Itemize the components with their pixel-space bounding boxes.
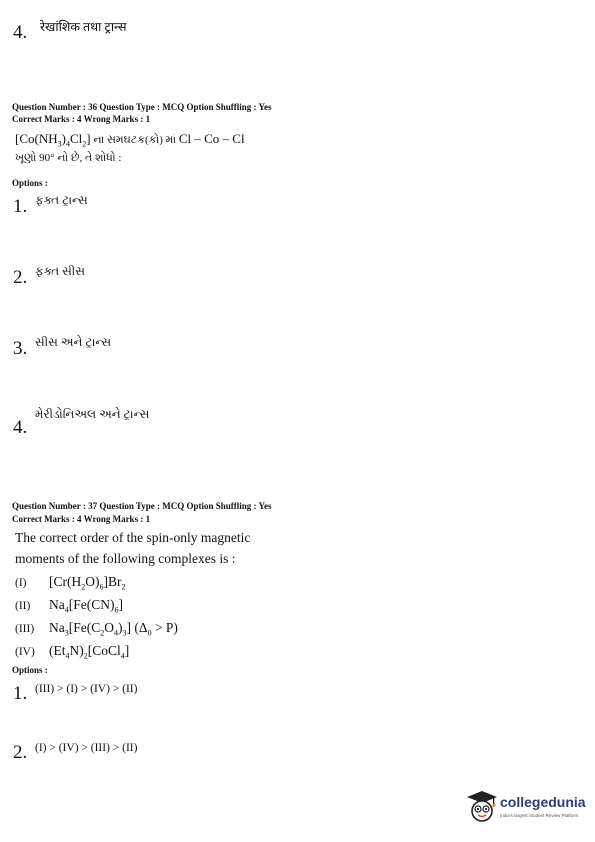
- q37-options-label: Options :: [12, 665, 48, 675]
- q37-complex-iv: [15, 640, 129, 667]
- q36-formula-part: [Co(NH: [15, 131, 58, 146]
- q37-formula-part: ]: [124, 643, 130, 658]
- q37-formula-part: Na: [49, 620, 65, 635]
- q36-option-3-text[interactable]: સીસ અને ટ્રાન્સ: [35, 335, 112, 349]
- logo-name: collegedunia: [500, 794, 586, 810]
- prev-option-4-text: रेखांशिक तथा ट्रान्स: [40, 20, 127, 34]
- q36-option-4-text[interactable]: મેરીડોનિઅલ અને ટ્રાન્સ: [35, 407, 150, 421]
- q37-subscript: 4: [64, 605, 69, 615]
- q36-option-1-number: 1.: [13, 196, 28, 217]
- q37-formula-part: Na: [49, 597, 65, 612]
- q36-options-label: Options :: [12, 178, 48, 188]
- q37-option-1-number: 1.: [13, 683, 28, 704]
- q36-gujarati-text: ના સમઘટક(કો) માં: [90, 134, 179, 146]
- q37-subscript: 2: [83, 651, 88, 661]
- q37-question-line-1: The correct order of the spin-only magnetic: [15, 530, 251, 545]
- q37-meta-line-2: Correct Marks : 4 Wrong Marks : 1: [12, 514, 151, 524]
- q36-meta-line-2: Correct Marks : 4 Wrong Marks : 1: [12, 114, 151, 124]
- q37-formula-part: ] (Δ: [126, 620, 148, 635]
- q36-subscript: 3: [57, 139, 62, 149]
- q36-bond-angle: Cl – Co – Cl: [178, 131, 245, 146]
- q37-complex-label: (IV): [15, 646, 35, 658]
- prev-option-4-number: 4.: [13, 22, 28, 43]
- graduate-mascot-icon: [466, 790, 498, 824]
- q36-formula-part: ]: [86, 131, 91, 146]
- q37-formula-part: [Cr(H: [49, 574, 82, 589]
- q37-subscript: 0: [147, 628, 152, 638]
- q37-formula-part: O): [85, 574, 100, 589]
- q37-subscript: 4: [114, 628, 118, 638]
- q37-formula-part: [Fe(CN): [68, 597, 115, 612]
- q36-question-line-2: ખૂણો 90° નો છે, તે શોધો :: [15, 152, 122, 164]
- q36-option-2-number: 2.: [13, 267, 28, 288]
- q37-formula-part: ]Br: [103, 574, 122, 589]
- q37-subscript: 4: [120, 651, 125, 661]
- q36-subscript: 2: [82, 139, 87, 149]
- logo-tagline: India's largest Student Review Platform: [500, 813, 579, 818]
- q37-meta-line-1: Question Number : 37 Question Type : MCQ Option Shuffling : Yes: [12, 501, 272, 511]
- q36-formula-part: ): [61, 131, 66, 146]
- q36-meta-line-1: Question Number : 36 Question Type : MCQ Option Shuffling : Yes: [12, 102, 272, 112]
- q36-option-3-number: 3.: [13, 338, 28, 359]
- q37-formula-part: (Et: [49, 643, 66, 658]
- q37-formula-part: > P): [151, 620, 178, 635]
- q37-formula-part: ): [118, 620, 123, 635]
- q37-option-1-text[interactable]: (III) > (I) > (IV) > (II): [35, 683, 138, 695]
- q37-complex-label: (II): [15, 600, 31, 612]
- q37-subscript: 6: [99, 582, 104, 592]
- q37-question-line-2: moments of the following complexes is :: [15, 551, 236, 566]
- q37-formula-part: [Fe(C: [68, 620, 101, 635]
- q37-subscript: 3: [122, 628, 127, 638]
- q37-formula-part: ]: [118, 597, 123, 612]
- q37-option-2-number: 2.: [13, 742, 28, 763]
- q37-subscript: 2: [121, 582, 126, 592]
- q37-subscript: 2: [100, 628, 105, 638]
- q37-formula-part: N): [69, 643, 84, 658]
- q37-subscript: 4: [65, 651, 70, 661]
- q36-option-2-text[interactable]: ફક્ત સીસ: [35, 264, 85, 278]
- q37-option-2-text[interactable]: (I) > (IV) > (III) > (II): [35, 742, 138, 754]
- q37-complex-label: (I): [15, 577, 27, 589]
- q37-subscript: 2: [81, 582, 86, 592]
- q36-option-1-text[interactable]: ફક્ત ટ્રાન્સ: [35, 193, 88, 207]
- q37-subscript: 3: [64, 628, 69, 638]
- q36-formula-part: Cl: [69, 131, 83, 146]
- q37-complex-label: (III): [15, 623, 35, 635]
- q37-formula-part: O: [104, 620, 114, 635]
- q36-subscript: 4: [65, 139, 70, 149]
- q37-subscript: 6: [114, 605, 119, 615]
- q37-formula-part: [CoCl: [87, 643, 121, 658]
- q36-option-4-number: 4.: [13, 417, 28, 438]
- collegedunia-logo: [466, 788, 590, 828]
